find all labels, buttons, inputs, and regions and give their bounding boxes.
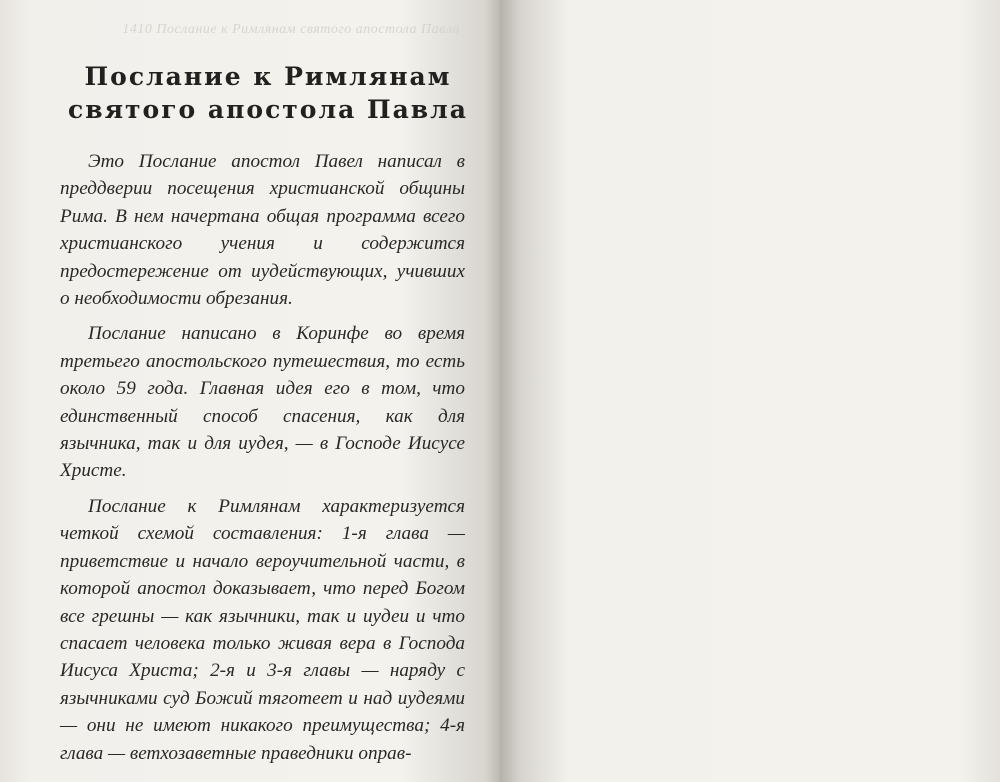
title-line-2: святого апостола Павла xyxy=(67,95,469,124)
bleed-through-header: 1410 Послание к Римлянам святого апостола Павла xyxy=(122,22,460,37)
intro-paragraph: Это Послание апостол Павел написал в преддверии посещения христианской общины Рима. В нем начертана общая программа всего христианского учения и содержится предостережение от иудействующих, учивших о необходимости обрезания. xyxy=(60,151,465,310)
right-page xyxy=(500,0,1000,782)
introduction-text xyxy=(60,148,465,767)
intro-paragraph: Послание написано в Коринфе во время третьего апостольского путешествия, то есть около 59 года. Главная идея его в том, что единственный способ спасения, как для язычника, так и для иудея, — в Господе Иисусе Христе. xyxy=(60,323,465,482)
intro-paragraph: Послание к Римлянам характеризуется четкой схемой составления: 1-я глава — приветствие и начало вероучительной части, в которой апостол доказывает, что перед Богом все грешны — как язычники, так и иудеи и что спасает человека только живая вера в Господа Иисуса Христа; 2-я и 3-я главы — наряду с язычниками суд Божий тяготеет и над иудеями — они не имеют никакого преимущества; 4-я глава — ветхозаветные праведники оправ- xyxy=(60,495,465,764)
title-line-1: Послание к Римлянам xyxy=(84,62,452,91)
epistle-title xyxy=(58,60,478,126)
